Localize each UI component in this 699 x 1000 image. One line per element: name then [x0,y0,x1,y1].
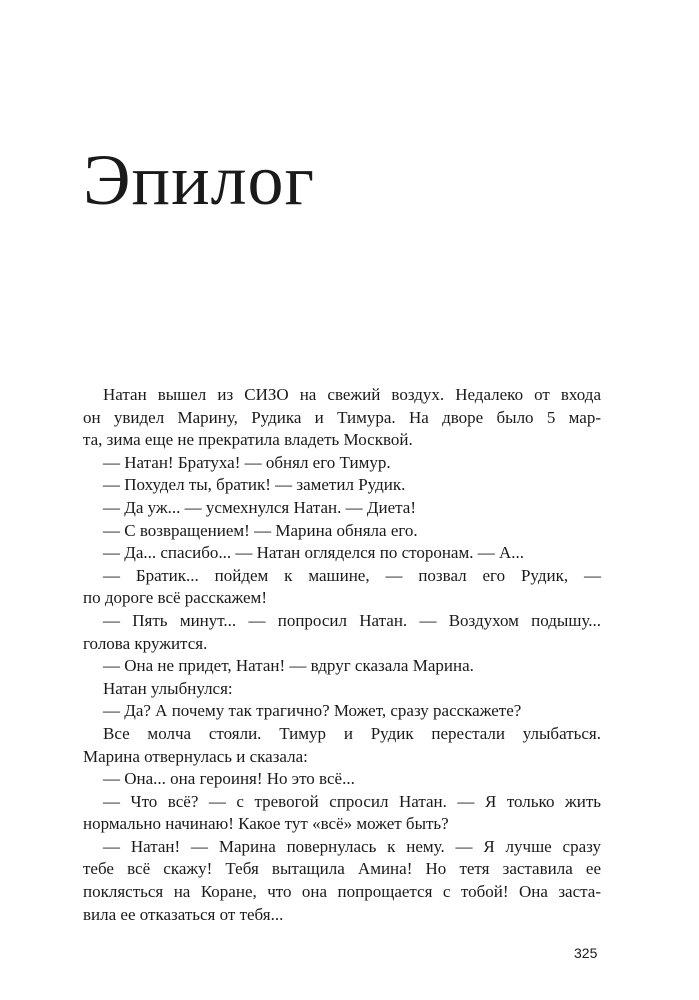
chapter-body [83,384,601,926]
chapter-title: Эпилог [83,140,316,220]
text-line: Натан улыбнулся: [103,678,233,698]
text-line: — Она... она героиня! Но это всё... [103,769,355,789]
text-line: он увидел Марину, Рудика и Тимура. На дворе было 5 мар- [83,407,601,427]
text-line: — Да? А почему так трагично? Может, сразу расскажете? [103,701,522,721]
text-line: — Похудел ты, братик! — заметил Рудик. [103,475,406,495]
text-line: вила ее отказаться от тебя... [83,904,284,924]
text-line: Все молча стояли. Тимур и Рудик перестали улыбаться. [103,723,601,743]
text-line: голова кружится. [83,633,208,653]
text-line: нормально начинаю! Какое тут «всё» может быть? [83,814,449,834]
text-line: — Натан! Братуха! — обнял его Тимур. [103,452,391,472]
text-line: — Она не придет, Натан! — вдруг сказала Марина. [103,656,474,676]
text-line: поклясться на Коране, что она попрощается с тобой! Она заста- [83,882,601,902]
text-line: — Да... спасибо... — Натан огляделся по сторонам. — А... [103,543,525,563]
text-line: — Что всё? — с тревогой спросил Натан. — Я только жить [103,791,601,811]
page-number: 325 [574,945,598,961]
text-line: — Натан! — Марина повернулась к нему. — Я лучше сразу [103,836,601,856]
text-line: по дороге всё расскажем! [83,588,267,608]
text-line: — Да уж... — усмехнулся Натан. — Диета! [103,497,416,517]
text-line: — С возвращением! — Марина обняла его. [103,520,418,540]
text-line: та, зима еще не прекратила владеть Москвой. [83,430,413,450]
text-line: Натан вышел из СИЗО на свежий воздух. Недалеко от входа [103,385,601,404]
text-line: — Пять минут... — попросил Натан. — Воздухом подышу... [103,610,601,630]
text-line: тебе всё скажу! Тебя вытащила Амина! Но тетя заставила ее [83,859,601,879]
text-line: Марина отвернулась и сказала: [83,746,308,766]
text-line: — Братик... пойдем к машине, — позвал его Рудик, — [103,565,601,585]
